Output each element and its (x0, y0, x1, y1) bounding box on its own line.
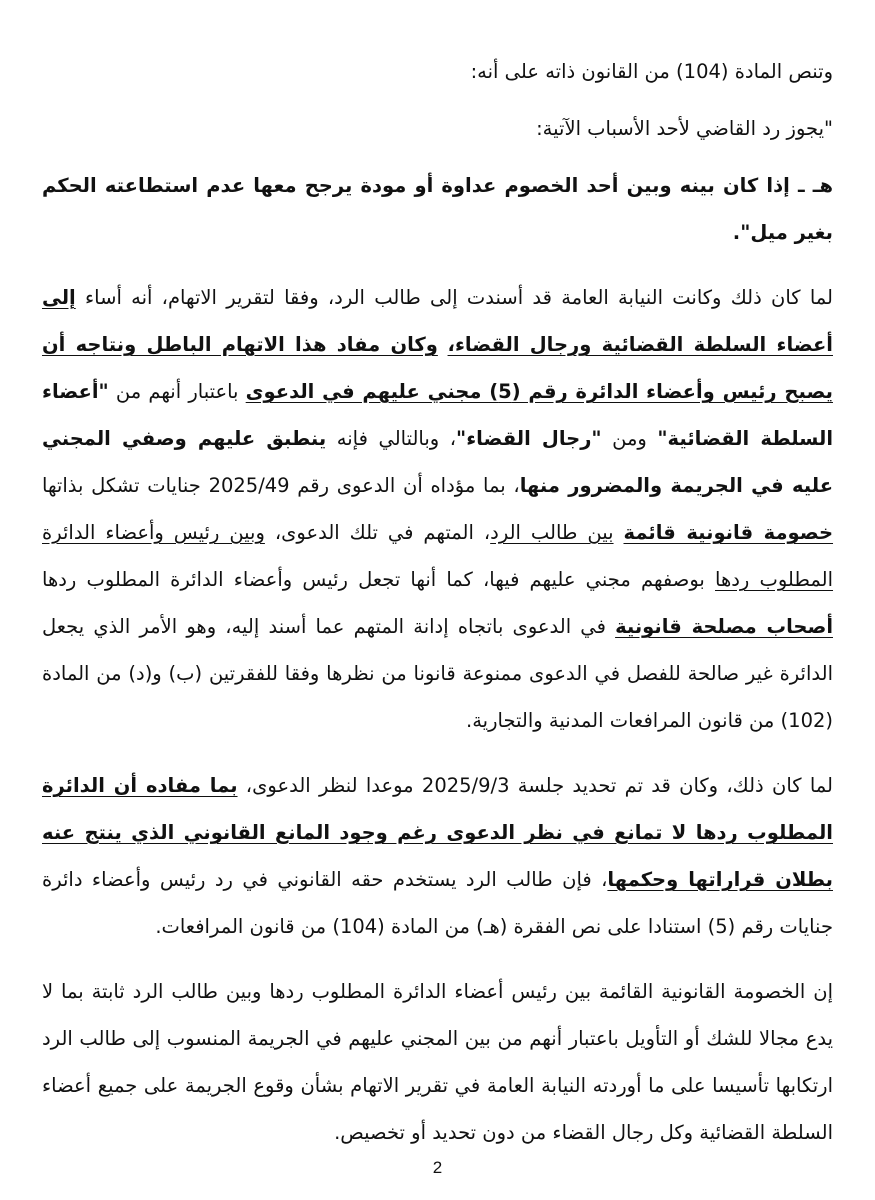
p1-bold: ينطبق عليهم وصفي المجني عليه في الجريمة والمضرور منها (42, 427, 834, 497)
p1-text: ، بما مؤداه أن الدعوى رقم 2025/49 جنايات تشكل بذاتها (42, 474, 520, 497)
quote-open: "يجوز رد القاضي لأحد الأسباب الآتية: (536, 117, 833, 140)
p1-text: في الدعوى باتجاه إدانة المتهم عما أسند إليه، وهو الأمر الذي يجعل الدائرة غير صالحة للفصل في الدعوى ممنوعة قانونا من نظرها وفقا للفقرتين (ب) و(د) من المادة (102) من قانون المرافعات المدنية والتجارية. (42, 615, 833, 732)
p1-text: ، المتهم في تلك الدعوى، (264, 521, 491, 544)
p1-underlined-bold: وكان مفاد هذا الاتهام الباطل ونتاجه أن يصبح رئيس وأعضاء الدائرة رقم (5) مجني عليهم في الدعوى (42, 333, 833, 403)
page-number: 2 (432, 1158, 443, 1177)
p1-text: ومن (601, 427, 658, 450)
p1-bold: "رجال القضاء" (456, 427, 602, 450)
p1-text: بوصفهم مجني عليهم فيها، كما أنها تجعل رئيس وأعضاء الدائرة المطلوب ردها (42, 568, 716, 591)
p1-text: ، وبالتالي فإنه (326, 427, 457, 450)
p1-underlined-bold: خصومة قانونية قائمة (623, 521, 834, 544)
p1-text: لما كان ذلك وكانت النيابة العامة قد أسندت إلى طالب الرد، وفقا لتقرير الاتهام، أنه أساء (75, 286, 833, 309)
p1-underlined-bold: أصحاب مصلحة قانونية (615, 615, 833, 638)
p1-space (614, 521, 624, 544)
paragraph-3: إن الخصومة القانونية القائمة بين رئيس أعضاء الدائرة المطلوب ردها وبين طالب الرد ثابتة بما لا يدع مجالا للشك أو التأويل باعتبار أنهم من بين المجني عليهم في الجريمة المنسوب إلى طالب الرد ارتكابها تأسيسا على ما أوردته النيابة العامة في تقرير الاتهام بشأن وقوع الجريمة على جميع أعضاء السلطة القضائية وكل رجال القضاء من دون تحديد أو تخصيص. (42, 980, 833, 1144)
p1-underlined-bold: إلى أعضاء السلطة القضائية ورجال القضاء، (42, 286, 833, 356)
p2-text: لما كان ذلك، وكان قد تم تحديد جلسة 2025/9/3 موعدا لنظر الدعوى، (237, 774, 833, 797)
clause-h: هـ ـ إذا كان بينه وبين أحد الخصوم عداوة أو مودة يرجح معها عدم استطاعته الحكم بغير ميل". (42, 174, 833, 244)
p1-underlined: بين طالب الرد (490, 521, 614, 544)
paragraph-2 (42, 762, 833, 950)
p2-underlined-bold: بما مفاده أن الدائرة المطلوب ردها لا تمانع في نظر الدعوى رغم وجود المانع القانوني الذي ينتج عنه بطلان قراراتها وحكمها (42, 774, 833, 891)
intro-line: وتنص المادة (104) من القانون ذاته على أنه: (470, 60, 833, 83)
p1-underlined: وبين رئيس وأعضاء الدائرة المطلوب ردها (42, 521, 834, 591)
paragraph-1 (42, 274, 833, 744)
p2-text: ، فإن طالب الرد يستخدم حقه القانوني في رد رئيس وأعضاء دائرة جنايات رقم (5) استنادا على نص الفقرة (هـ) من المادة (104) من قانون المرافعات. (42, 868, 833, 938)
p1-bold: "أعضاء السلطة القضائية" (42, 380, 834, 450)
p1-text: باعتبار أنهم من (108, 380, 246, 403)
p1-space (438, 333, 448, 356)
